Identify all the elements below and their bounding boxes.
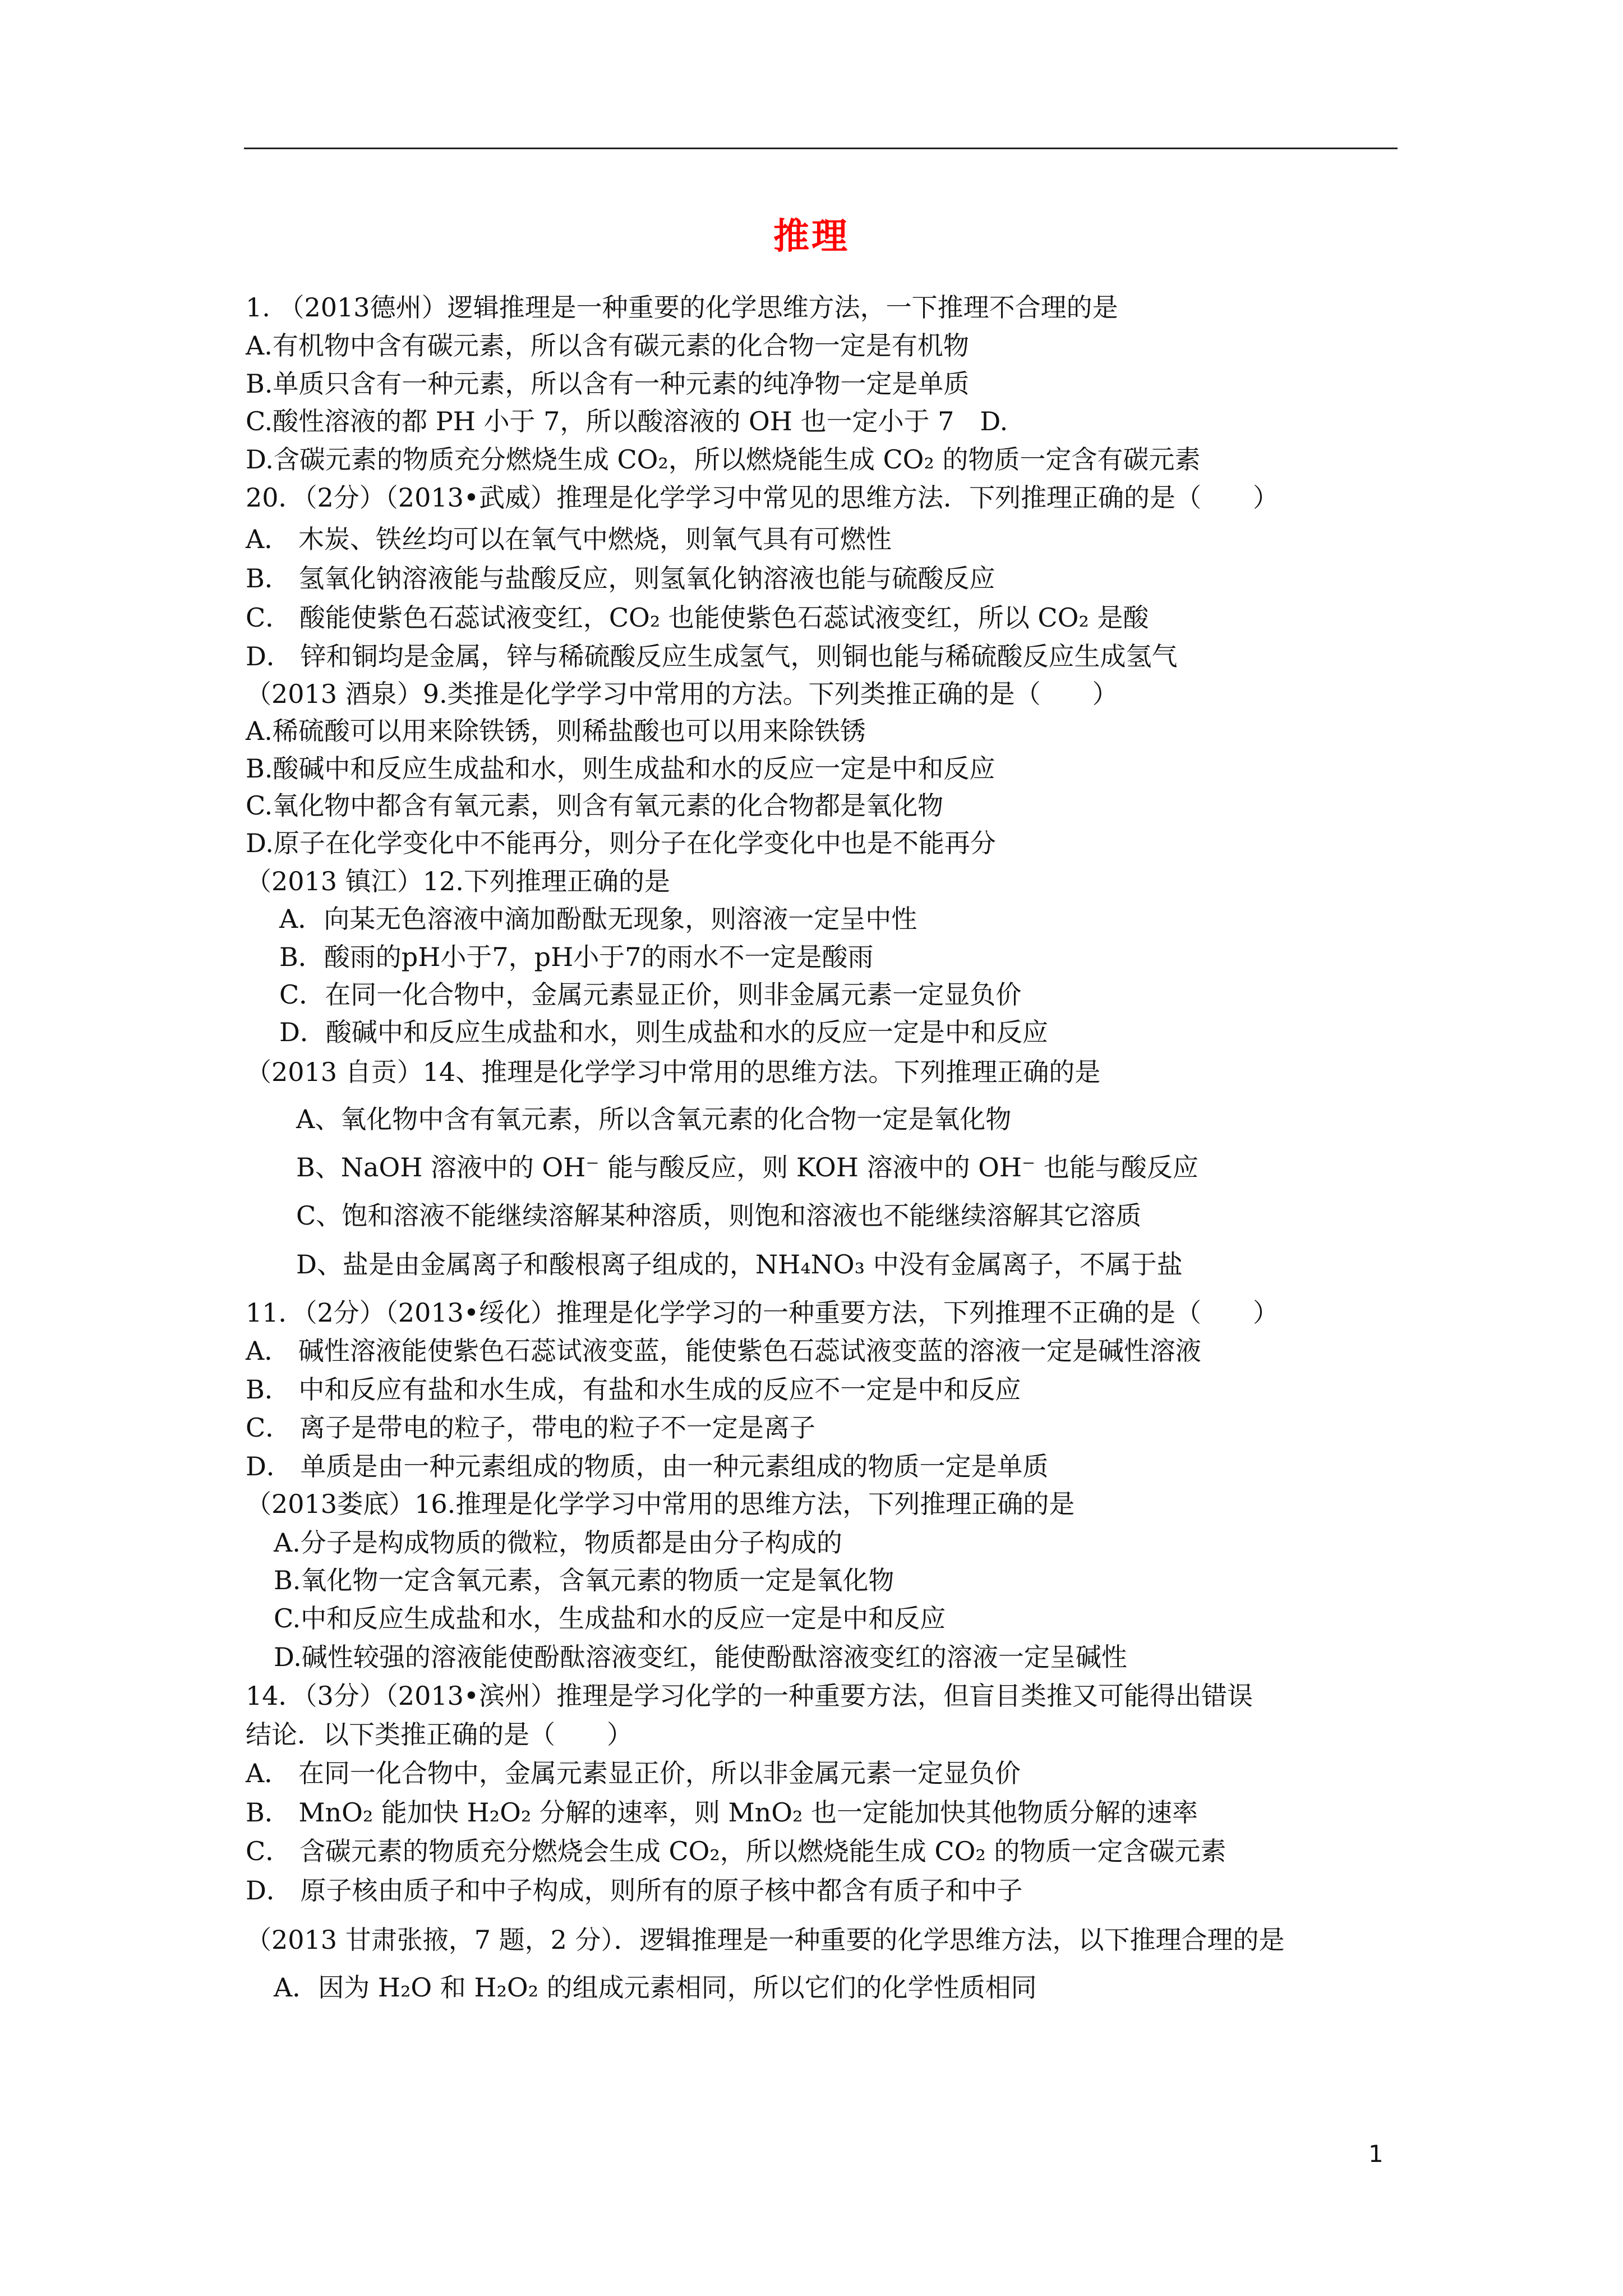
text-line: B． MnO₂ 能加快 H₂O₂ 分解的速率，则 MnO₂ 也一定能加快其他物质分解的速率	[246, 1797, 1198, 1828]
text-line: B.酸碱中和反应生成盐和水，则生成盐和水的反应一定是中和反应	[246, 753, 995, 784]
text-line: C.中和反应生成盐和水，生成盐和水的反应一定是中和反应	[274, 1603, 946, 1634]
text-line: （2013 甘肃张掖，7 题，2 分）．逻辑推理是一种重要的化学思维方法，以下推理合理的是	[246, 1925, 1285, 1955]
text-line: A． 木炭、铁丝均可以在氧气中燃烧，则氧气具有可燃性	[246, 524, 892, 554]
text-line: B.单质只含有一种元素，所以含有一种元素的纯净物一定是单质	[246, 369, 970, 399]
header-rule	[244, 148, 1398, 149]
text-line: A． 在同一化合物中，金属元素显正价，所以非金属元素一定显负价	[246, 1758, 1021, 1788]
text-line: C． 含碳元素的物质充分燃烧会生成 CO₂，所以燃烧能生成 CO₂ 的物质一定含碳元素	[246, 1836, 1227, 1866]
text-line: C． 酸能使紫色石蕊试液变红，CO₂ 也能使紫色石蕊试液变红，所以 CO₂ 是酸	[246, 602, 1149, 633]
text-line: D.含碳元素的物质充分燃烧生成 CO₂，所以燃烧能生成 CO₂ 的物质一定含有碳元素	[246, 444, 1201, 475]
text-line: B． 中和反应有盐和水生成，有盐和水生成的反应不一定是中和反应	[246, 1374, 1021, 1405]
text-line: 结论．以下类推正确的是（ ）	[246, 1719, 633, 1750]
text-line: （2013 酒泉）9.类推是化学学习中常用的方法。下列类推正确的是（ ）	[246, 679, 1118, 709]
text-line: B． 氢氧化钠溶液能与盐酸反应，则氢氧化钠溶液也能与硫酸反应	[246, 563, 995, 593]
text-line: D.碱性较强的溶液能使酚酞溶液变红，能使酚酞溶液变红的溶液一定呈碱性	[274, 1642, 1127, 1672]
text-line: A、氧化物中含有氧元素，所以含氧元素的化合物一定是氧化物	[296, 1104, 1012, 1134]
text-line: C.氧化物中都含有氧元素，则含有氧元素的化合物都是氧化物	[246, 790, 944, 821]
text-line: C.酸性溶液的都 PH 小于 7，所以酸溶液的 OH 也一定小于 7 D.	[246, 406, 1008, 436]
text-line: D．酸碱中和反应生成盐和水，则生成盐和水的反应一定是中和反应	[279, 1017, 1048, 1047]
text-line: B、NaOH 溶液中的 OH⁻ 能与酸反应，则 KOH 溶液中的 OH⁻ 也能与酸反应	[296, 1152, 1198, 1182]
page-number: 1	[1368, 2140, 1384, 2168]
text-line: A．因为 H₂O 和 H₂O₂ 的组成元素相同，所以它们的化学性质相同	[274, 1972, 1037, 2003]
text-line: D． 锌和铜均是金属，锌与稀硫酸反应生成氢气，则铜也能与稀硫酸反应生成氢气	[246, 641, 1178, 671]
text-line: （2013娄底）16.推理是化学学习中常用的思维方法，下列推理正确的是	[246, 1489, 1075, 1519]
text-line: D、盐是由金属离子和酸根离子组成的，NH₄NO₃ 中没有金属离子，不属于盐	[296, 1249, 1183, 1280]
text-line: D.原子在化学变化中不能再分，则分子在化学变化中也是不能再分	[246, 828, 996, 858]
text-line: A.稀硫酸可以用来除铁锈，则稀盐酸也可以用来除铁锈	[246, 716, 866, 746]
text-line: D． 原子核由质子和中子构成，则所有的原子核中都含有质子和中子	[246, 1875, 1023, 1906]
text-line: C． 离子是带电的粒子，带电的粒子不一定是离子	[246, 1412, 815, 1443]
text-line: 20．（2分）（2013•武威）推理是化学学习中常见的思维方法．下列推理正确的是（ ）	[246, 482, 1279, 513]
text-line: C、饱和溶液不能继续溶解某种溶质，则饱和溶液也不能继续溶解其它溶质	[296, 1200, 1142, 1231]
text-line: B.氧化物一定含氧元素，含氧元素的物质一定是氧化物	[274, 1565, 895, 1595]
text-line: A．向某无色溶液中滴加酚酞无现象，则溶液一定呈中性	[279, 904, 917, 934]
text-line: 1. （2013德州）逻辑推理是一种重要的化学思维方法，一下推理不合理的是	[246, 292, 1118, 323]
text-line: （2013 镇江）12.下列推理正确的是	[246, 866, 670, 896]
text-line: （2013 自贡）14、推理是化学学习中常用的思维方法。下列推理正确的是	[246, 1057, 1101, 1087]
text-line: 11．（2分）（2013•绥化）推理是化学学习的一种重要方法，下列推理不正确的是（ ）	[246, 1297, 1279, 1328]
text-line: C．在同一化合物中，金属元素显正价，则非金属元素一定显负价	[279, 979, 1022, 1010]
page-title: 推理	[773, 216, 850, 257]
text-line: A.分子是构成物质的微粒，物质都是由分子构成的	[274, 1527, 842, 1558]
text-line: D． 单质是由一种元素组成的物质，由一种元素组成的物质一定是单质	[246, 1451, 1049, 1481]
text-line: B．酸雨的pH小于7，pH小于7的雨水不一定是酸雨	[279, 942, 874, 972]
text-line: A． 碱性溶液能使紫色石蕊试液变蓝，能使紫色石蕊试液变蓝的溶液一定是碱性溶液	[246, 1336, 1201, 1366]
text-line: 14．（3分）（2013•滨州）推理是学习化学的一种重要方法，但盲目类推又可能得出错误	[246, 1681, 1253, 1711]
text-line: A.有机物中含有碳元素，所以含有碳元素的化合物一定是有机物	[246, 330, 969, 361]
